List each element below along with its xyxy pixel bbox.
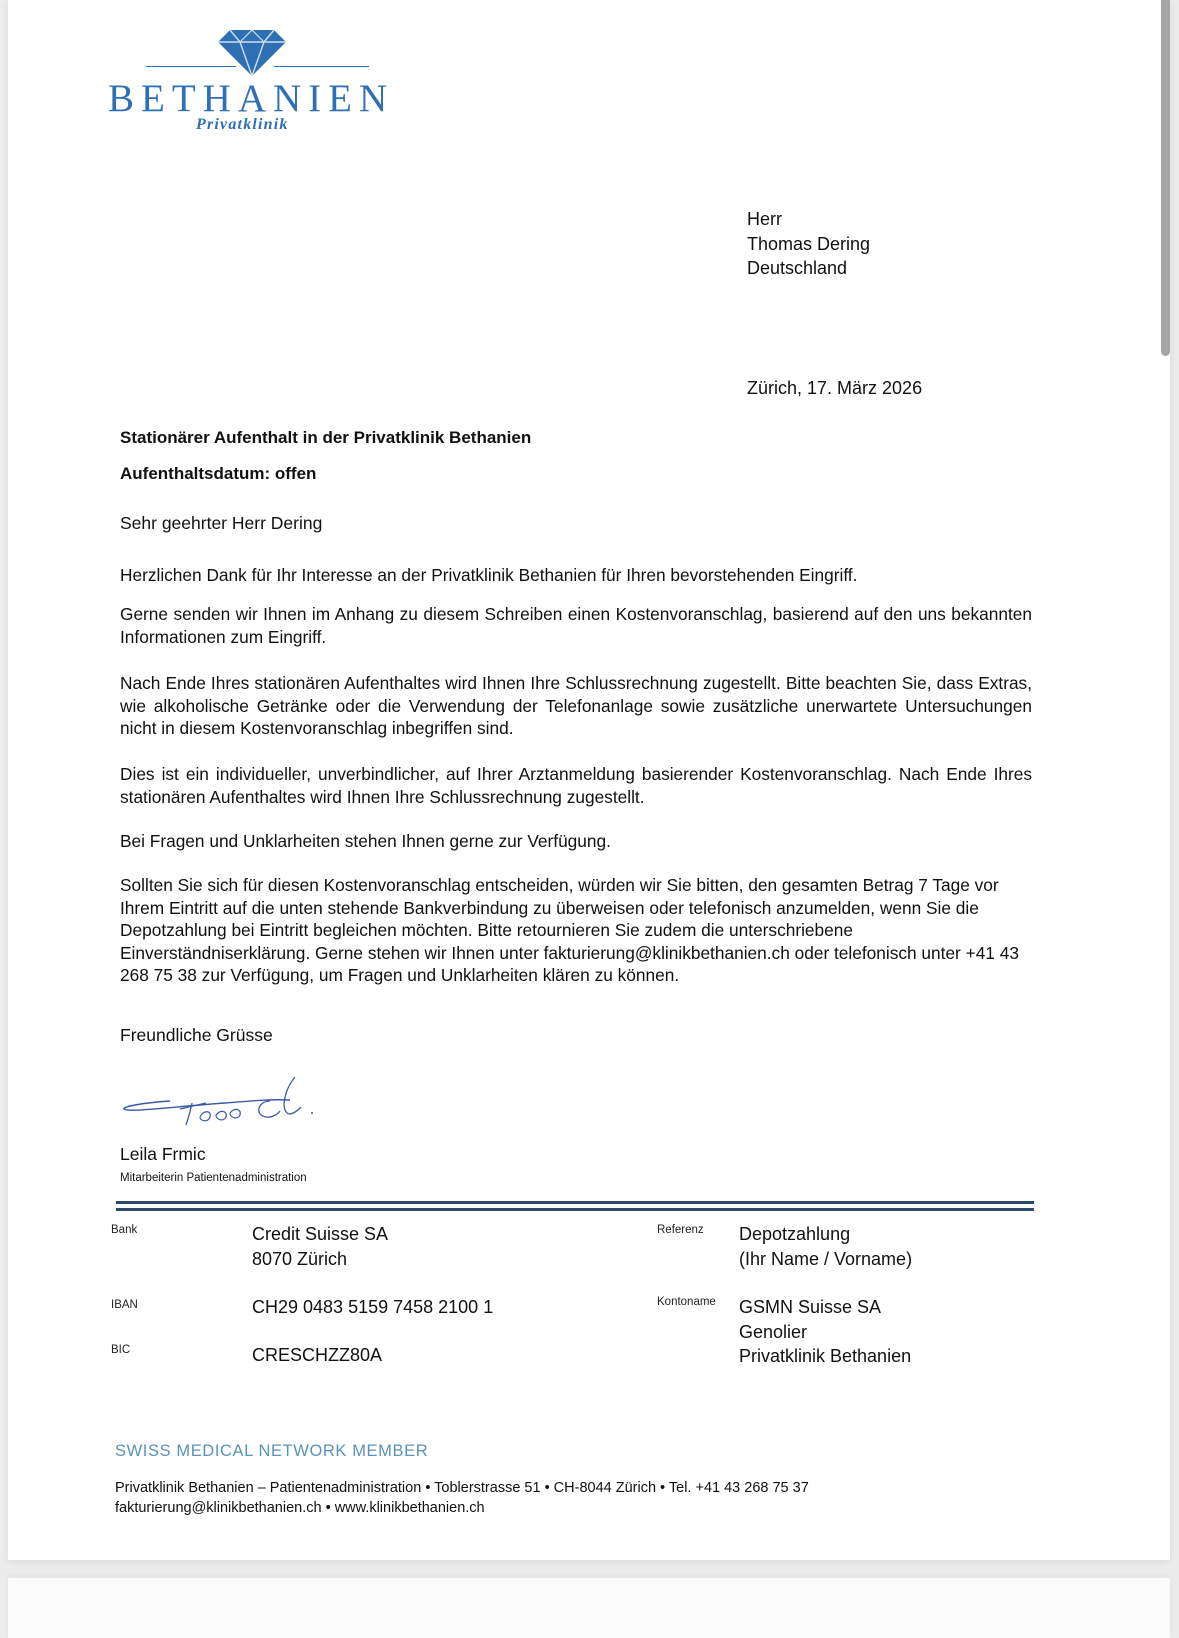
logo-wordmark: BETHANIEN — [108, 77, 395, 120]
recipient-name: Thomas Dering — [747, 233, 871, 254]
bank-line: Credit Suisse SA — [252, 1224, 389, 1244]
recipient-country: Deutschland — [747, 258, 848, 278]
signer-name: Leila Frmic — [120, 1144, 206, 1164]
clinic-logo — [108, 28, 408, 138]
recipient-salutation: Herr — [747, 209, 782, 229]
bank-label: Bank — [111, 1224, 138, 1236]
paragraph: Nach Ende Ihres stationären Aufenthaltes wird Ihnen Ihre Schlussrechnung zugestellt. Bitte beachten Sie, dass Extras, wie alkoholische Getränke oder die Verwendung der Telefonanlage sowie zusätzliche unerwartete Untersuchungen nicht in diesem Kostenvoranschlag inbegriffen sind. — [120, 673, 1032, 739]
reference-value — [739, 1222, 912, 1271]
footer-contact: fakturierung@klinikbethanien.ch • www.klinikbethanien.ch — [115, 1500, 485, 1516]
reference-label: Referenz — [657, 1224, 704, 1236]
paragraph: Dies ist ein individueller, unverbindlicher, auf Ihrer Arztanmeldung basierender Kostenvoranschlag. Nach Ende Ihres stationären Aufenthaltes wird Ihnen Ihre Schlussrechnung zugestellt. — [120, 764, 1032, 807]
letter-page — [8, 0, 1170, 1560]
bic-value: CRESCHZZ80A — [252, 1345, 383, 1365]
next-page — [8, 1578, 1170, 1638]
diamond-icon — [216, 28, 288, 76]
vertical-scrollbar[interactable] — [1161, 0, 1170, 356]
divider-top — [116, 1201, 1034, 1204]
logo-subtitle: Privatklinik — [196, 116, 289, 133]
closing: Freundliche Grüsse — [120, 1025, 273, 1045]
greeting: Sehr geehrter Herr Dering — [120, 513, 323, 533]
account-name-label: Kontoname — [657, 1296, 716, 1308]
account-line: Genolier — [739, 1321, 808, 1342]
recipient-address — [747, 207, 870, 281]
bic-label: BIC — [111, 1344, 131, 1356]
signature — [120, 1073, 360, 1133]
paragraph: Sollten Sie sich für diesen Kostenvoranschlag entscheiden, würden wir Sie bitten, den gesamten Betrag 7 Tage vor Ihrem Eintritt auf die unten stehende Bankverbindung zu überweisen oder telefonisch anzumelden, wenn Sie die Depotzahlung bei Eintritt begleichen möchten. Bitte retournieren Sie zudem die unterschriebene Einverständniserklärung. Gerne stehen wir Ihnen unter fakturierung@klinikbethanien.ch oder telefonisch unter +41 43 268 75 38 zur Verfügung, um Fragen und Unklarheiten klären zu können. — [120, 875, 1019, 986]
bank-line: 8070 Zürich — [252, 1248, 348, 1269]
place-date: Zürich, 17. März 2026 — [747, 378, 923, 398]
reference-line: Depotzahlung — [739, 1224, 851, 1244]
network-member-label: SWISS MEDICAL NETWORK MEMBER — [115, 1442, 429, 1460]
logo-line-left — [146, 66, 236, 67]
paragraph: Gerne senden wir Ihnen im Anhang zu diesem Schreiben einen Kostenvoranschlag, basierend auf den uns bekannten Informationen zum Eingriff. — [120, 604, 1032, 647]
signer-role: Mitarbeiterin Patientenadministration — [120, 1172, 307, 1184]
paragraph: Herzlichen Dank für Ihr Interesse an der Privatklinik Bethanien für Ihren bevorstehenden Eingriff. — [120, 565, 858, 585]
subject-title: Stationärer Aufenthalt in der Privatklinik Bethanien — [120, 428, 532, 447]
bank-name — [252, 1222, 388, 1271]
reference-line: (Ihr Name / Vorname) — [739, 1248, 913, 1269]
subject-stay-date: Aufenthaltsdatum: offen — [120, 464, 317, 483]
logo-line-right — [274, 66, 369, 67]
footer — [115, 1478, 809, 1518]
account-name-value — [739, 1295, 911, 1369]
iban-label: IBAN — [111, 1299, 138, 1311]
iban-value: CH29 0483 5159 7458 2100 1 — [252, 1297, 494, 1317]
paragraph: Bei Fragen und Unklarheiten stehen Ihnen gerne zur Verfügung. — [120, 831, 611, 851]
footer-address: Privatklinik Bethanien – Patientenadministration • Toblerstrasse 51 • CH-8044 Zürich • Tel. +41 43 268 75 37 — [115, 1480, 809, 1496]
divider-bottom — [116, 1208, 1034, 1211]
account-line: GSMN Suisse SA — [739, 1297, 882, 1317]
account-line: Privatklinik Bethanien — [739, 1346, 912, 1366]
